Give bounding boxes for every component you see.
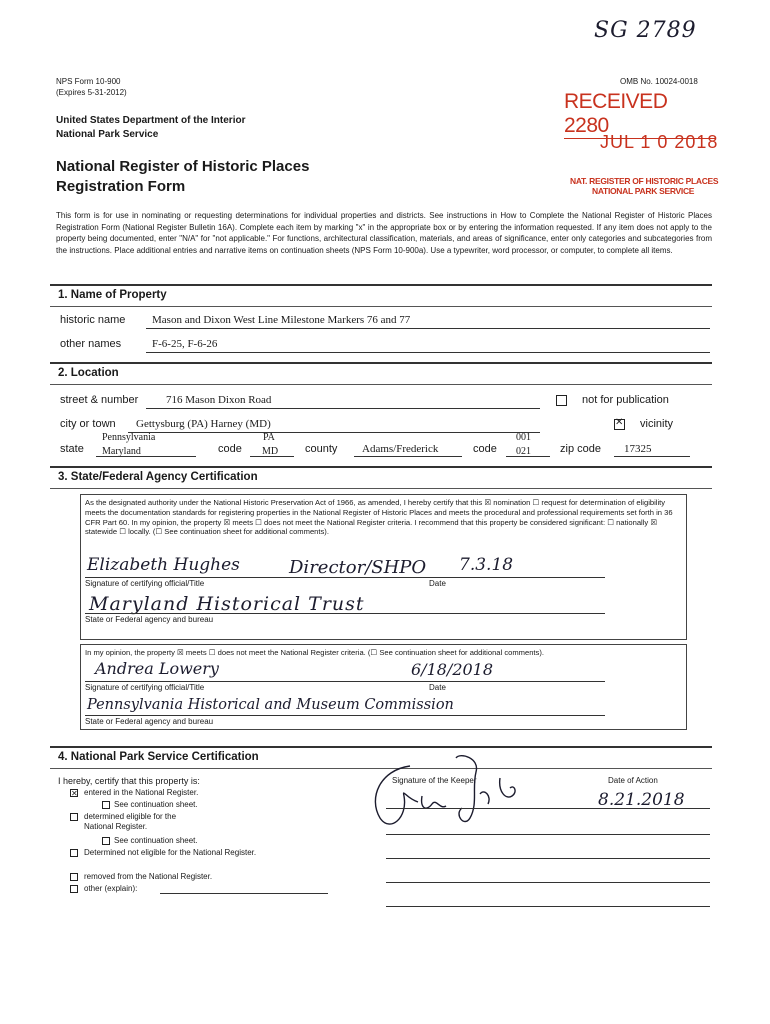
city-line	[128, 432, 540, 433]
stamp-date: JUL 1 0 2018	[600, 132, 719, 152]
other-explain-line	[160, 893, 328, 894]
received-stamp	[562, 90, 722, 200]
entered-continuation-checkbox[interactable]	[102, 801, 110, 809]
eligible-continuation-checkbox[interactable]	[102, 837, 110, 845]
section-3-title: 3. State/Federal Agency Certification	[58, 471, 258, 483]
historic-name-label: historic name	[60, 314, 126, 326]
county-line	[354, 456, 462, 457]
service-name: National Park Service	[56, 129, 159, 140]
stamp-register: NAT. REGISTER OF HISTORIC PLACES	[570, 176, 719, 186]
commenting-signature: Andrea Lowery	[95, 659, 219, 678]
other-names-label: other names	[60, 338, 122, 350]
county-code-021[interactable]: 021	[516, 446, 531, 457]
not-eligible-checkbox[interactable]	[70, 849, 78, 857]
section-3-header	[50, 466, 712, 489]
historic-name-value[interactable]: Mason and Dixon West Line Milestone Markers 76 and 77	[152, 314, 411, 326]
street-label: street & number	[60, 394, 139, 406]
nps-intro: I hereby, certify that this property is:	[58, 776, 200, 786]
commenting-official-box	[80, 644, 687, 730]
keeper-line-1	[386, 808, 710, 809]
zip-label: zip code	[560, 443, 601, 455]
street-value[interactable]: 716 Mason Dixon Road	[166, 394, 272, 406]
certifying-title: Director/SHPO	[289, 557, 427, 578]
keeper-line-4	[386, 882, 710, 883]
section-1-title: 1. Name of Property	[58, 289, 167, 301]
city-label: city or town	[60, 418, 116, 430]
signature-label: Signature of certifying official/Title	[85, 579, 205, 588]
commenting-agency: Pennsylvania Historical and Museum Commission	[87, 697, 454, 713]
vicinity-label: vicinity	[640, 418, 674, 430]
section-1-header	[50, 284, 712, 307]
entered-checkbox[interactable]	[70, 789, 78, 797]
state-line	[96, 456, 196, 457]
state-code-pa[interactable]: PA	[263, 432, 275, 443]
keeper-signature	[360, 748, 540, 848]
form-expiration: (Expires 5-31-2012)	[56, 88, 127, 97]
section-2-title: 2. Location	[58, 367, 119, 379]
keeper-line-5	[386, 906, 710, 907]
state-certification-box	[80, 494, 687, 640]
agency-label: State or Federal agency and bureau	[85, 615, 214, 624]
form-subtitle: Registration Form	[56, 178, 186, 195]
not-eligible-label: Determined not eligible for the National Register.	[84, 848, 257, 857]
vicinity-checkbox[interactable]	[614, 419, 625, 430]
instructions-paragraph: This form is for use in nominating or requesting determinations for individual properties and districts. See instructions in How to Complete the National Register of Historic Places Registration Form (National Register Bulletin 16A). Complete each item by marking "x" in the appropriate box or by entering the information requested. If any item does not apply to the property being documented, enter "N/A" for "not applicable." For functions, architectural classification, materials, and areas of significance, enter only categories and subcategories from the instructions. Place additional entries and narrative items on continuation sheets (NPS Form 10-900a). Use a typewriter, word processor, or computer, to complete all items.	[56, 211, 712, 255]
omb-number: OMB No. 10024-0018	[620, 77, 698, 86]
county-value[interactable]: Adams/Frederick	[362, 443, 439, 455]
state-code-md[interactable]: MD	[262, 446, 279, 457]
commenting-date: 6/18/2018	[411, 660, 494, 679]
commenting-signature-label: Signature of certifying official/Title	[85, 683, 205, 692]
entered-continuation-label: See continuation sheet.	[114, 800, 198, 809]
handwritten-reference-number: SG 2789	[594, 18, 697, 43]
determined-eligible-checkbox[interactable]	[70, 813, 78, 821]
state-label: state	[60, 443, 84, 455]
certifying-agency: Maryland Historical Trust	[89, 593, 365, 615]
department-name: United States Department of the Interior	[56, 115, 246, 126]
other-names-line	[146, 352, 710, 353]
agency-line	[85, 613, 605, 614]
other-names-value[interactable]: F-6-25, F-6-26	[152, 338, 218, 350]
commenting-date-label: Date	[429, 683, 446, 692]
not-for-publication-checkbox[interactable]	[556, 395, 567, 406]
commenting-agency-label: State or Federal agency and bureau	[85, 717, 214, 726]
section-4-title: 4. National Park Service Certification	[58, 751, 259, 763]
opinion-text: In my opinion, the property ☒ meets ☐ does not meet the National Register criteria. (☐ See continuation sheet for additional comments).	[85, 648, 544, 657]
not-for-publication-label: not for publication	[582, 394, 669, 406]
date-of-action-value: 8.21.2018	[598, 790, 685, 810]
form-number: NPS Form 10-900	[56, 77, 121, 86]
county-code-label: code	[473, 443, 497, 455]
determined-eligible-label: determined eligible for the National Register.	[84, 812, 177, 831]
certification-text: As the designated authority under the National Historic Preservation Act of 1966, as amended, I hereby certify that this ☒ nomination ☐ request for determination of eligibility meets the documentation standards for registering properties in the National Register of Historic Places and meets the procedural and professional requirements set forth in 36 CFR Part 60. In my opinion, the property ☒ meets ☐ does not meet the National Register criteria. I recommend that this property be considered significant: ☐ nationally ☒ statewide ☐ locally. (☐ See continuation sheet for additional comments).	[85, 498, 673, 537]
state-code-line	[250, 456, 294, 457]
street-line	[146, 408, 540, 409]
commenting-signature-line	[85, 681, 605, 682]
keeper-line-3	[386, 858, 710, 859]
entered-label: entered in the National Register.	[84, 788, 199, 797]
date-of-action-label: Date of Action	[608, 776, 658, 785]
removed-label: removed from the National Register.	[84, 872, 213, 881]
stamp-service: NATIONAL PARK SERVICE	[592, 186, 695, 196]
certifying-signature: Elizabeth Hughes	[87, 555, 240, 575]
county-code-line	[506, 456, 550, 457]
state-value-pa[interactable]: Pennsylvania	[102, 432, 156, 443]
commenting-agency-line	[85, 715, 605, 716]
certification-date: 7.3.18	[459, 555, 514, 575]
stamp-received: RECEIVED 2280	[564, 90, 716, 139]
zip-line	[614, 456, 690, 457]
form-title: National Register of Historic Places	[56, 158, 310, 175]
county-code-001[interactable]: 001	[516, 432, 531, 443]
historic-name-line	[146, 328, 710, 329]
county-label: county	[305, 443, 338, 455]
other-checkbox[interactable]	[70, 885, 78, 893]
state-value-md[interactable]: Maryland	[102, 446, 141, 457]
signature-line	[85, 577, 605, 578]
removed-checkbox[interactable]	[70, 873, 78, 881]
section-2-header	[50, 362, 712, 385]
state-code-label: code	[218, 443, 242, 455]
other-label: other (explain):	[84, 884, 138, 893]
city-value[interactable]: Gettysburg (PA) Harney (MD)	[136, 418, 271, 430]
date-label: Date	[429, 579, 446, 588]
keeper-signature-label: Signature of the Keeper	[392, 776, 477, 785]
eligible-continuation-label: See continuation sheet.	[114, 836, 198, 845]
keeper-line-2	[386, 834, 710, 835]
zip-value[interactable]: 17325	[624, 443, 652, 455]
